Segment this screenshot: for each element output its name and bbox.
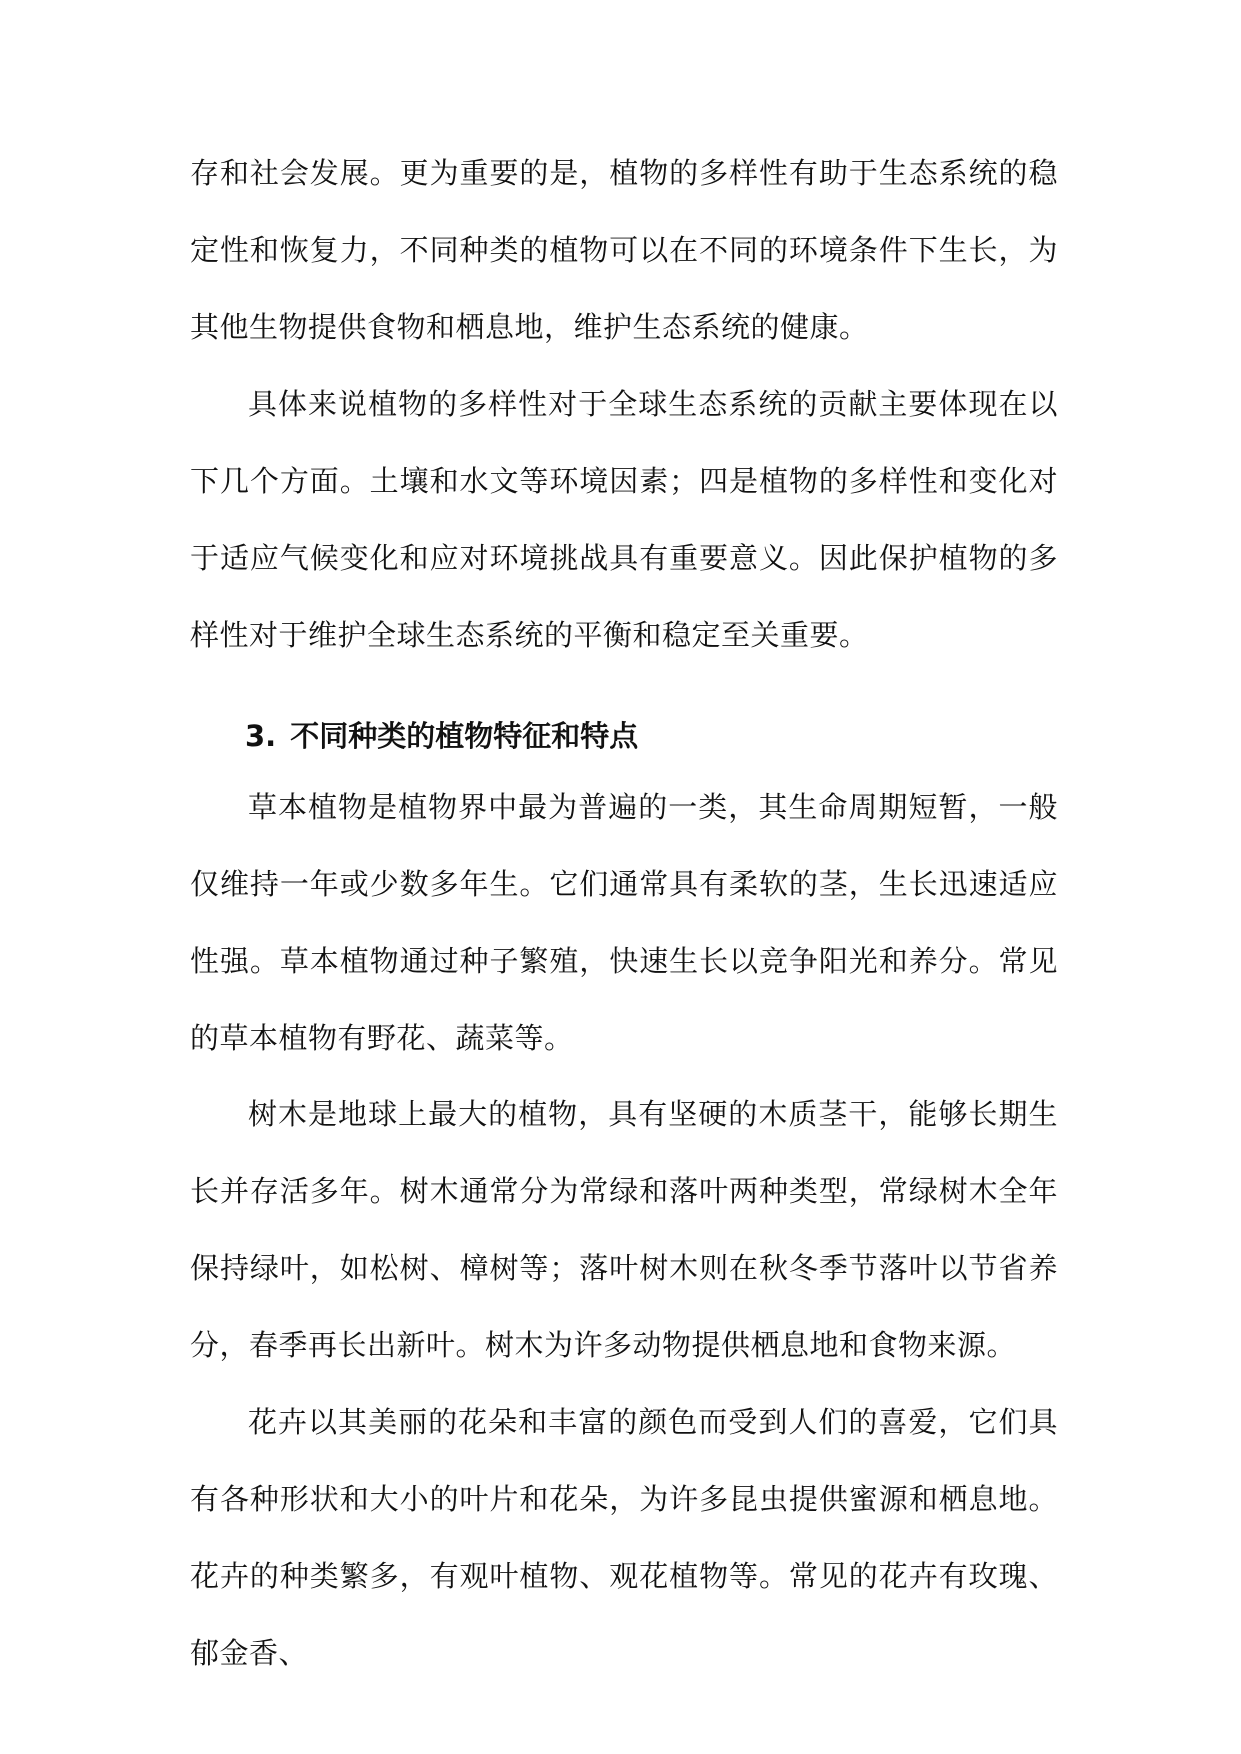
paragraph-trees: 树木是地球上最大的植物，具有坚硬的木质茎干，能够长期生长并存活多年。树木通常分为常绿和落叶两种类型，常绿树木全年保持绿叶，如松树、樟树等；落叶树木则在秋冬季节落叶以节省养分，春季再长出新叶。树木为许多动物提供栖息地和食物来源。 [190,1097,1058,1362]
section-number: 3. [245,719,277,753]
section-heading [245,701,638,771]
paragraph-continued: 存和社会发展。更为重要的是，植物的多样性有助于生态系统的稳定性和恢复力，不同种类的植物可以在不同的环境条件下生长，为其他生物提供食物和栖息地，维护生态系统的健康。 [190,156,1058,344]
section-title: 不同种类的植物特征和特点 [290,719,639,753]
paragraph-herbaceous-plants: 草本植物是植物界中最为普遍的一类，其生命周期短暂，一般仅维持一年或少数多年生。它们通常具有柔软的茎，生长迅速适应性强。草本植物通过种子繁殖，快速生长以竞争阳光和养分。常见的草本植物有野花、蔬菜等。 [190,790,1058,1055]
paragraph-plant-diversity-contribution: 具体来说植物的多样性对于全球生态系统的贡献主要体现在以下几个方面。土壤和水文等环境因素；四是植物的多样性和变化对于适应气候变化和应对环境挑战具有重要意义。因此保护植物的多样性对于维护全球生态系统的平衡和稳定至关重要。 [190,387,1058,652]
paragraph-flowers: 花卉以其美丽的花朵和丰富的颜色而受到人们的喜爱，它们具有各种形状和大小的叶片和花朵，为许多昆虫提供蜜源和栖息地。花卉的种类繁多，有观叶植物、观花植物等。常见的花卉有玫瑰、郁金香、 [190,1405,1058,1670]
